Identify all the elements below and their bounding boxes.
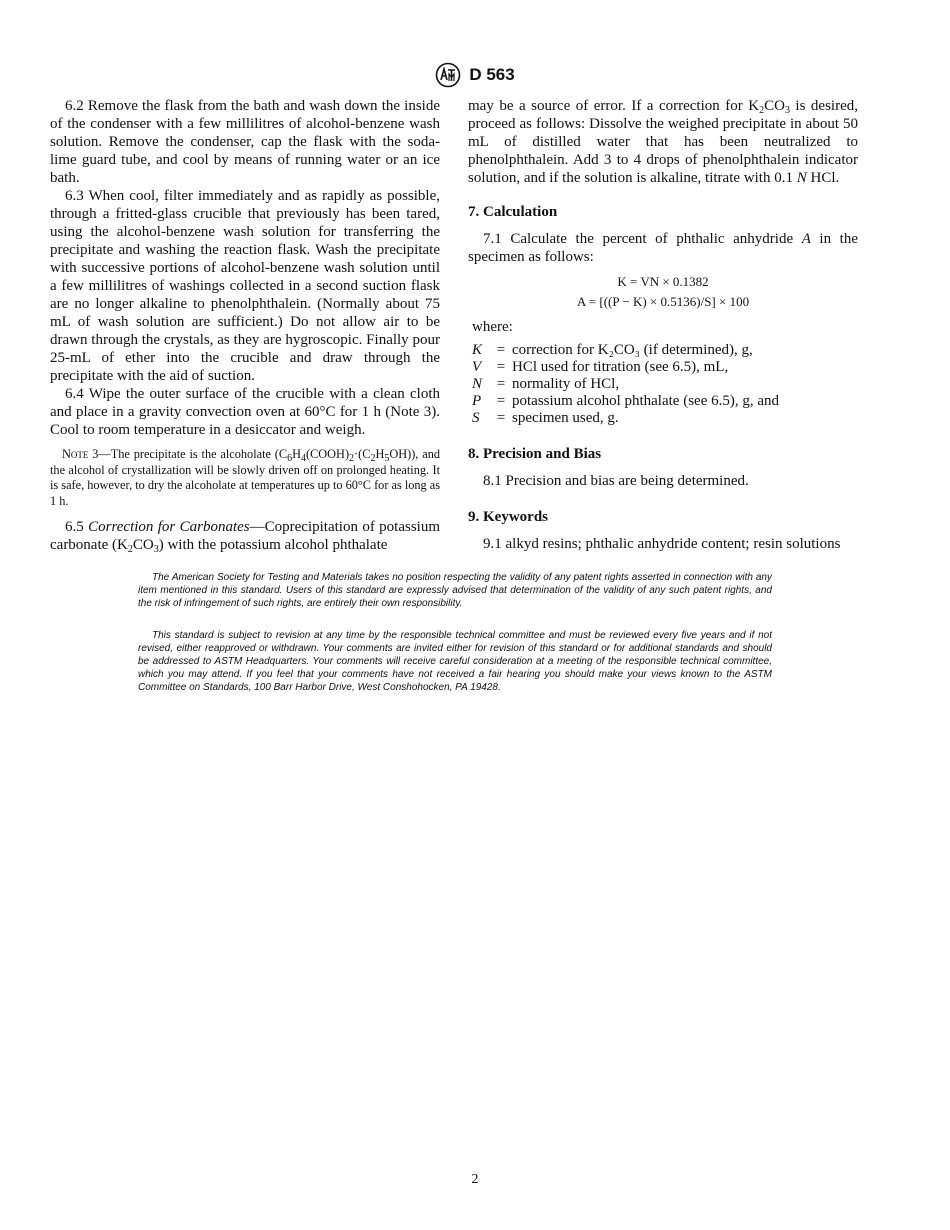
definition-row: S = specimen used, g. bbox=[472, 410, 619, 426]
equation-a: A = [((P − K) × 0.5136)/S] × 100 bbox=[576, 294, 750, 309]
definition-row: P = potassium alcohol phthalate (see 6.5), g, and bbox=[472, 393, 780, 409]
paragraph-6-2: 6.2 Remove the flask from the bath and wash down the inside of the condenser with a few millilitres of alcohol-benzene wash solution. Remove the condenser, cap the flask with the soda-lime guard tube, and cool by means of running water or an ice bath. bbox=[50, 98, 440, 186]
revision-notice: This standard is subject to revision at any time by the responsible technical committee and must be reviewed every five years and if not revised, either reapproved or withdrawn. Your comments are invited either for revision of this standard or for additional standards and should be addressed to ASTM Headquarters. Your comments will receive careful consideration at a meeting of the responsible technical committee, which you may attend. If you feel that your comments have not received a fair hearing you should make your views known to the ASTM Committee on Standards, 100 Barr Harbor Drive, West Conshohocken, PA 19428. bbox=[138, 630, 772, 693]
equations bbox=[468, 272, 858, 312]
section-9-heading: 9. Keywords bbox=[468, 509, 548, 525]
page-number: 2 bbox=[471, 1172, 479, 1187]
page-header bbox=[0, 62, 950, 88]
definition-row: V = HCl used for titration (see 6.5), mL, bbox=[472, 359, 729, 375]
paragraph-6-5: 6.5 Correction for Carbonates—Coprecipitation of potassium carbonate $(K_2CO_3)$ with the potassium alcohol phthalate bbox=[50, 519, 441, 555]
patent-disclaimer: The American Society for Testing and Materials takes no position respecting the validity of any patent rights asserted in connection with any item mentioned in this standard. Users of this standard are expressly advised that determination of the validity of any such patent rights, and the risk of infringement of such rights, are entirely their own responsibility. bbox=[138, 572, 772, 609]
standard-designation: D 563 bbox=[469, 65, 515, 84]
section-7-heading: 7. Calculation bbox=[468, 204, 558, 220]
paragraph-6-3: 6.3 When cool, filter immediately and as rapidly as possible, through a fritted-glass crucible that previously has been tared, using the alcohol-benzene wash solution for transferring the precipitate and washing the reaction flask. Wash the precipitate with successive portions of alcohol-benzene wash solution until a few millilitres of washings collected in a second suction flask are no longer alkaline to phenolphthalein. (Normally about 75 mL of wash solution are sufficient.) Do not allow air to be drawn through the crystals, as they are hygroscopic. Finally pour 25-mL of ether into the crucible and draw through the precipitate with the aid of suction. bbox=[50, 188, 440, 384]
paragraph-6-4: 6.4 Wipe the outer surface of the crucible with a clean cloth and place in a gravity convection oven at 60°C for 1 h (Note 3). Cool to room temperature in a desiccator and weigh. bbox=[50, 386, 440, 438]
note-3: Note 3—The precipitate is the alcoholate $(C_6H_4(COOH)_2\cdot(C_2H_5OH))$, and the alcohol of crystallization will be slowly driven off on prolonged heating. It is safe, however, to dry the alcoholate at temperatures up to 60°C for as long as 1 h. bbox=[50, 447, 440, 508]
paragraph-8-1: 8.1 Precision and bias are being determined. bbox=[483, 473, 749, 489]
definitions-list bbox=[472, 342, 779, 427]
equation-k: K = VN × 0.1382 bbox=[617, 274, 709, 289]
definition-row: N = normality of HCl, bbox=[472, 376, 620, 392]
right-column bbox=[468, 97, 858, 553]
section-8-heading: 8. Precision and Bias bbox=[468, 446, 602, 462]
paragraph-9-1: 9.1 alkyd resins; phthalic anhydride content; resin solutions bbox=[483, 536, 841, 552]
definition-row: K = correction for K₂CO₃ (if determined), g, bbox=[472, 342, 753, 358]
left-column bbox=[50, 97, 440, 554]
paragraph-6-5-continued: may be a source of error. If a correction for $K_2CO_3$ is desired, proceed as follows: Dissolve the weighed precipitate in about 50 mL of distilled water that has been neutralized to phenolphthalein. Add 3 to 4 drops of phenolphthalein indicator solution, and if the solution is alkaline, titrate with 0.1 N HCl. bbox=[468, 98, 858, 186]
astm-logo-icon bbox=[435, 62, 461, 88]
where-label: where: bbox=[472, 319, 513, 335]
paragraph-7-1: 7.1 Calculate the percent of phthalic anhydride A in the specimen as follows: bbox=[468, 231, 859, 265]
